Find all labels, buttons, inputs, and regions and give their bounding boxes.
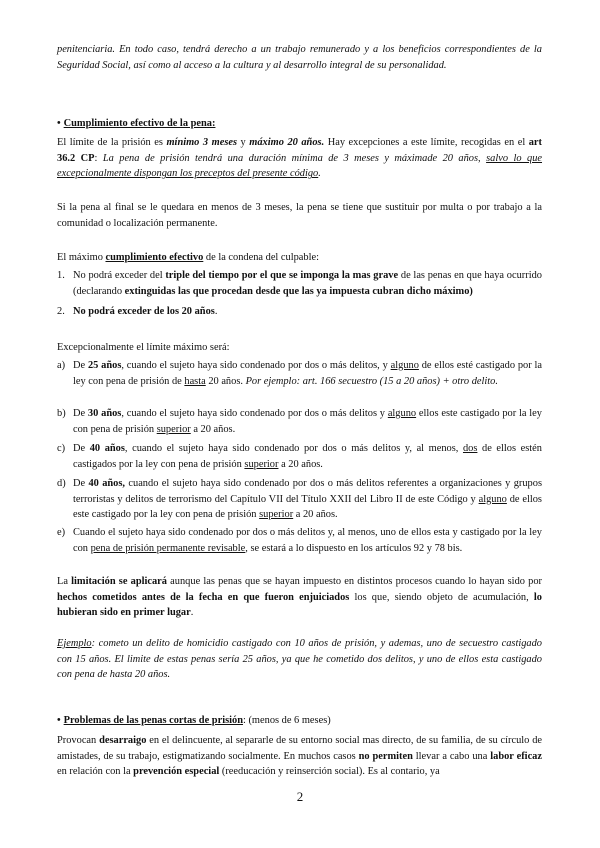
numbered-item-2: 2. No podrá exceder de los 20 años. — [57, 306, 218, 317]
intro-quote: penitenciaria. En todo caso, tendrá derecho a un trabajo remunerado y a los beneficios correspondientes de la Seguridad Social, así como al acceso a la cultura y al desarrollo integral de su personalidad. — [57, 44, 542, 71]
paragraph-desarraigo: Provocan desarraigo en el delincuente, al separarle de su entorno social mas directo, de su familia, de su círculo de amistades, de su trabajo, estigmatizando socialmente. En muchos casos no permiten llevar a cabo una labor eficaz en relación con la prevención especial (reeducación y reinserción social). Es al contario, ya — [57, 735, 542, 778]
section-heading-cumplimiento: • Cumplimiento efectivo de la pena: — [57, 118, 216, 129]
paragraph-ejemplo: Ejemplo: cometo un delito de homicidio castigado con 10 años de prisión, y ademas, uno de secuestro castigado con 15 años. El limite de estas penas sería 25 años, ya que he cometido dos delitos, y uno de ellos esta castigado con pena de hasta 20 años. — [57, 638, 542, 681]
numbered-item-1: 1. No podrá exceder del triple del tiempo por el que se imponga la mas grave de las penas en que haya ocurrido (declarando extinguidas las que procedan desde que las ya impuesta cubran dicho máximo) — [57, 270, 542, 297]
list-item-d: d) De 40 años, cuando el sujeto haya sido condenado por dos o más delitos referentes a organizaciones y grupos terroristas y delitos de terrorismo del Capítulo VII del Título XXII del Libro II de este Código y alguno de ellos este castigado por la ley con pena de prisión superior a 20 años. — [57, 478, 542, 521]
page-number: 2 — [296, 789, 304, 804]
list-item-e: e) Cuando el sujeto haya sido condenado por dos o más delitos y, al menos, uno de ellos esta y castigado por la ley con pena de prisión permanente revisable, se estará a lo dispuesto en los artículos 92 y 78 bis. — [57, 527, 542, 554]
section-heading-problemas: • Problemas de las penas cortas de prisión: (menos de 6 meses) — [57, 715, 331, 726]
bullet-icon: • — [57, 118, 61, 129]
paragraph-limite-prision: El límite de la prisión es mínimo 3 meses y máximo 20 años. Hay excepciones a este límite, recogidas en el art 36.2 CP: La pena de prisión tendrá una duración mínima de 3 meses y máximade 20 años, salvo lo que excepcionalmente dispongan los preceptos del presente código. — [57, 137, 543, 180]
paragraph-maximo-cumplimiento: El máximo cumplimiento efectivo de la condena del culpable: — [57, 252, 319, 263]
bullet-icon: • — [57, 715, 61, 726]
paragraph-limitacion: La limitación se aplicará aunque las penas que se hayan impuesto en distintos procesos cuando lo hayan sido por hechos cometidos antes de la fecha en que fueron enjuiciados los que, siendo objeto de acumulación, lo hubieran sido en primer lugar. — [57, 576, 542, 619]
list-item-a: a) De 25 años, cuando el sujeto haya sido condenado por dos o más delitos, y alguno de ellos esté castigado por la ley con pena de prisión de hasta 20 años. Por ejemplo: art. 166 secuestro (15 a 20 años) + otro delito. — [57, 360, 543, 387]
list-item-c: c) De 40 años, cuando el sujeto haya sido condenado por dos o más delitos y, al menos, dos de ellos estén castigados por la ley con pena de prisión superior a 20 años. — [57, 443, 542, 470]
list-item-b: b) De 30 años, cuando el sujeto haya sido condenado por dos o más delitos y alguno ellos este castigado por la ley con pena de prisión superior a 20 años. — [57, 408, 542, 435]
paragraph-excepcionalmente: Excepcionalmente el límite máximo será: — [57, 342, 230, 353]
paragraph-sustitucion: Si la pena al final se le quedara en menos de 3 meses, la pena se tiene que sustituir por multa o por trabajo a la comunidad o localización permanente. — [57, 202, 542, 229]
